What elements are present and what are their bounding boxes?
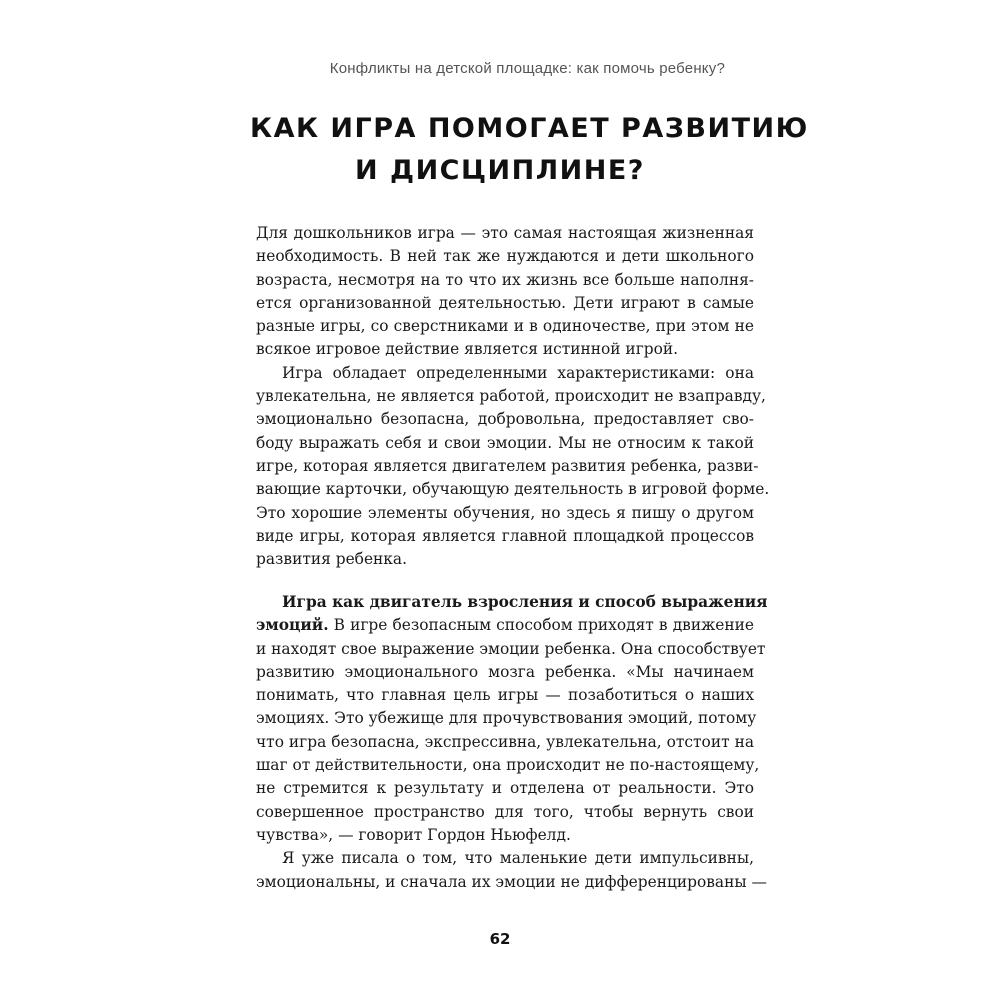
text-line: разные игры, со сверстниками и в одиночестве, при этом не: [256, 317, 754, 336]
text-line: всякое игровое действие является истинной игрой.: [256, 340, 679, 359]
text-line: [256, 614, 754, 637]
text-line: эмоциях. Это убежище для прочувствования эмоций, потому: [256, 709, 757, 728]
text-line: ется организованной деятельностью. Дети играют в самые: [256, 293, 754, 312]
running-head: Конфликты на детской площадке: как помочь ребенку?: [329, 60, 725, 77]
text-line: эмоциональны, и сначала их эмоции не дифференцированы —: [256, 872, 767, 891]
text-line: Для дошкольников игра — это самая настоящая жизненная: [256, 224, 754, 242]
text-line: возраста, несмотря на то что их жизнь все больше наполня-: [256, 270, 754, 289]
text-line: боду выражать себя и свои эмоции. Мы не относим к такой: [256, 433, 754, 452]
text-line: игре, которая является двигателем развития ребенка, разви-: [256, 456, 759, 475]
text-line: понимать, что главная цель игры — позаботиться о наших: [256, 686, 754, 705]
text-line: развития ребенка.: [256, 550, 407, 569]
text-line: шаг от действительности, она происходит не по-настоящему,: [256, 756, 760, 775]
bold-lead-end: эмоций.: [256, 616, 329, 635]
text-line: развитию эмоционального мозга ребенка. «Мы начинаем: [256, 662, 754, 681]
text-line: увлекательна, не является работой, происходит не взаправду,: [256, 387, 766, 406]
text-line: Это хорошие элементы обучения, но здесь я пишу о другом: [256, 503, 754, 522]
paragraph-2: [256, 362, 770, 572]
page-number: 62: [489, 930, 511, 948]
text-line: что игра безопасна, экспрессивна, увлекательна, отстоит на: [256, 732, 754, 751]
chapter-title-line-1: КАК ИГРА ПОМОГАЕТ РАЗВИТИЮ: [250, 113, 809, 144]
text-line: эмоционально безопасна, добровольна, предоставляет сво-: [256, 410, 754, 429]
text-line: не стремится к результату и отделена от реальности. Это: [256, 779, 754, 798]
text-block-upper: [256, 222, 770, 571]
text-line: Я уже писала о том, что маленькие дети импульсивны,: [282, 849, 754, 868]
text-line: виде игры, которая является главной площадкой процессов: [256, 526, 754, 545]
text-line: и находят свое выражение эмоции ребенка. Она способствует: [256, 639, 766, 658]
text-fragment: В игре безопасным способом приходят в движение: [328, 616, 754, 635]
text-line: совершенное пространство для того, чтобы вернуть свои: [256, 802, 754, 821]
text-line: Игра обладает определенными характеристиками: она: [282, 363, 754, 382]
paragraph-3: [256, 591, 768, 847]
paragraph-1: [256, 222, 754, 362]
text-line: чувства», — говорит Гордон Ньюфелд.: [256, 825, 571, 844]
bold-lead-line: Игра как двигатель взросления и способ выражения: [282, 593, 768, 611]
chapter-title-line-2: И ДИСЦИПЛИНЕ?: [355, 155, 645, 186]
text-line: необходимость. В ней так же нуждаются и дети школьного: [256, 247, 754, 266]
text-block-lower: [256, 591, 768, 894]
text-line: вающие карточки, обучающую деятельность в игровой форме.: [256, 480, 770, 499]
paragraph-4: [256, 847, 767, 894]
chapter-title: [250, 108, 809, 192]
